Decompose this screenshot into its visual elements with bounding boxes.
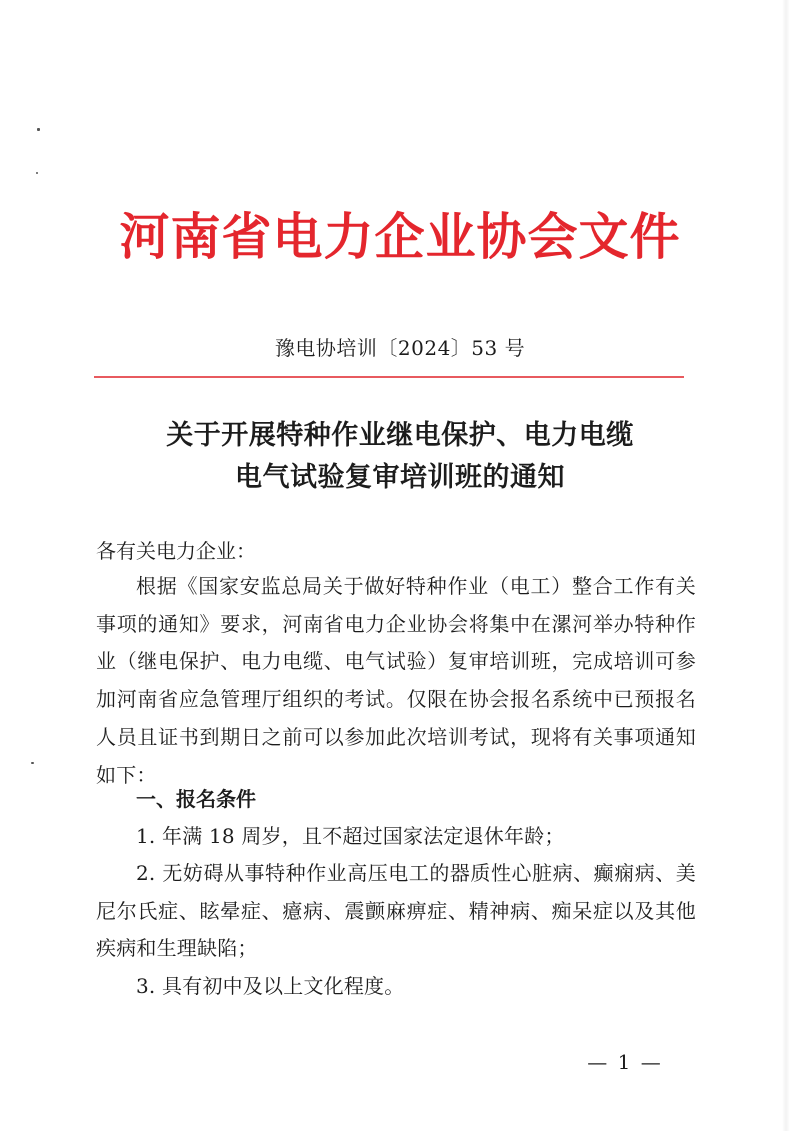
document-title-line-1: 关于开展特种作业继电保护、电力电缆 [166,420,634,451]
red-separator-line [94,376,684,378]
org-file-header: 河南省电力企业协会文件 [119,207,681,266]
scan-speck [31,762,34,764]
body-paragraph: 根据《国家安监总局关于做好特种作业（电工）整合工作有关事项的通知》要求，河南省电力企业协会将集中在漯河举办特种作业（继电保护、电力电缆、电气试验）复审培训班，完成培训可参加河南省应急管理厅组织的考试。仅限在协会报名系统中已预报名人员且证书到期日之前可以参加此次培训考试，现将有关事项通知如下： [96,574,696,787]
document-title-line-2: 电气试验复审培训班的通知 [235,462,565,493]
document-title [0,415,800,499]
section-heading-registration-conditions: 一、报名条件 [136,787,256,811]
scan-speck [36,172,38,174]
scan-edge-shadow [782,0,790,1131]
page-number: — 1 — [587,1050,663,1074]
condition-item-2: 2. 无妨碍从事特种作业高压电工的器质性心脏病、癫痫病、美尼尔氏症、眩晕症、癔病、震颤麻痹症、精神病、痴呆症以及其他疾病和生理缺陷； [96,861,696,960]
scan-speck [37,128,40,131]
condition-item-3: 3. 具有初中及以上文化程度。 [136,974,405,998]
addressee: 各有关电力企业： [96,539,256,563]
document-number: 豫电协培训〔2024〕53 号 [274,336,526,360]
condition-item-1: 1. 年满 18 周岁，且不超过国家法定退休年龄； [136,824,565,848]
